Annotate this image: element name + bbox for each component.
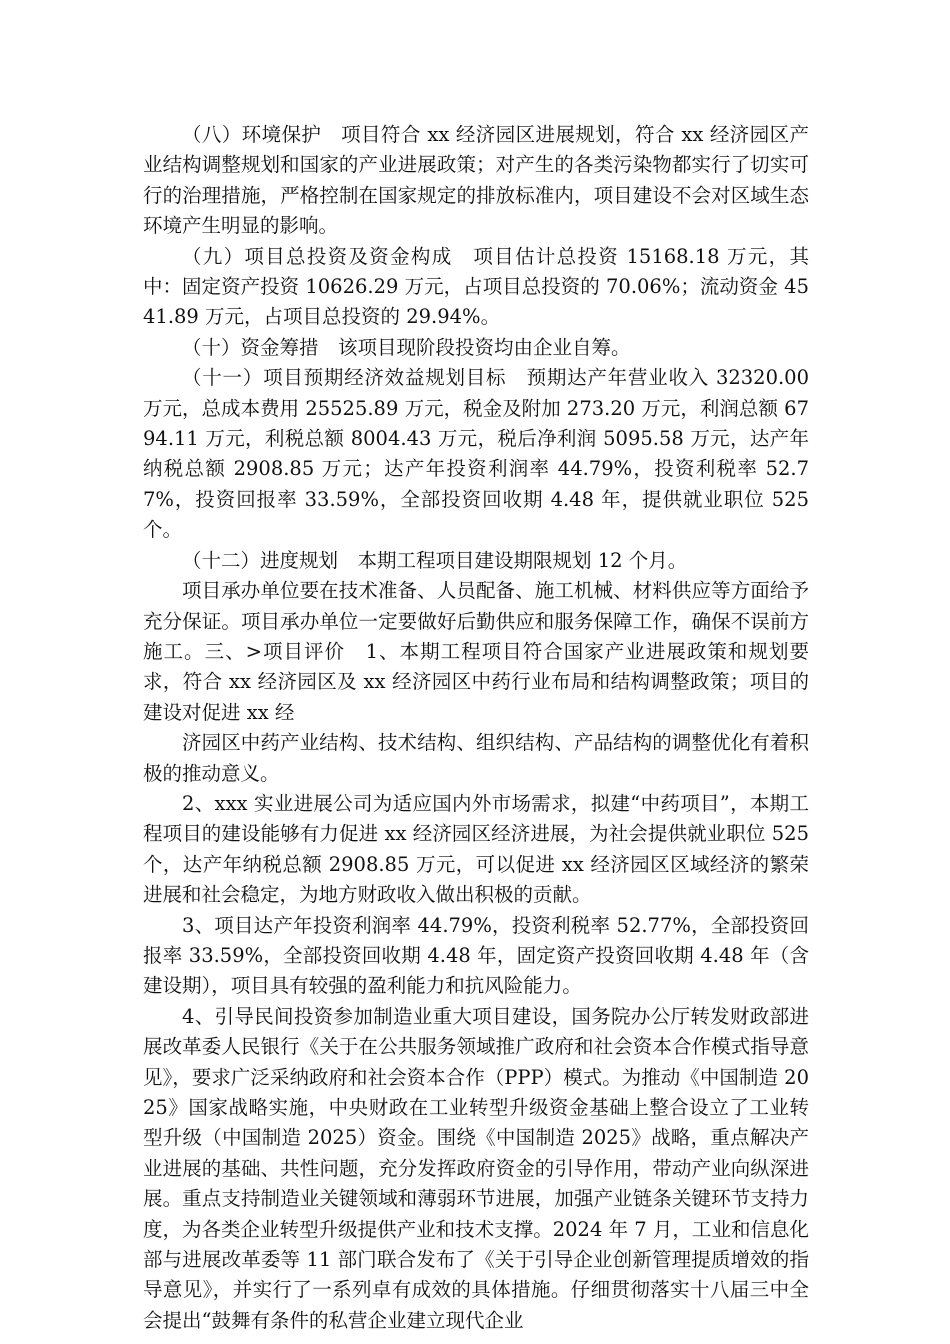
paragraph-evaluation-4: 4、引导民间投资参加制造业重大项目建设，国务院办公厅转发财政部进展改革委人民银行《关于在公共服务领域推广政府和社会资本合作模式指导意见》，要求广泛采纳政府和社会资本合作（PPP）模式。为推动《中国制造 2025》国家战略实施，中央财政在工业转型升级资金基础上整合设立了工业转型升级（中国制造 2025）资金。围绕《中国制造 2025》战略，重点解决产业进展的基础、共性问题，充分发挥政府资金的引导作用，带动产业向纵深进展。重点支持制造业关键领域和薄弱环节进展，加强产业链条关键环节支持力度，为各类企业转型升级提供产业和技术支撑。2024 年 7 月，工业和信息化部与进展改革委等 11 部门联合发布了《关于引导企业创新管理提质增效的指导意见》，并实行了一系列卓有成效的具体措施。仔细贯彻落实十八届三中全会提出“鼓舞有条件的私营企业建立现代企业 xyxy=(143,1004,809,1332)
paragraph-schedule: （十二）进度规划 本期工程项目建设期限规划 12 个月。 xyxy=(182,548,688,572)
paragraph-fund-raising: （十）资金筹措 该项目现阶段投资均由企业自筹。 xyxy=(182,335,631,359)
document-body xyxy=(143,120,809,1336)
paragraph-structure-optimization: 济园区中药产业结构、技术结构、组织结构、产品结构的调整优化有着积极的推动意义。 xyxy=(143,731,809,785)
paragraph-evaluation-3: 3、项目达产年投资利润率 44.79%，投资利税率 52.77%，全部投资回报率 33.59%，全部投资回收期 4.48 年，固定资产投资回收期 4.48 年（含建设期），项目具有较强的盈利能力和抗风险能力。 xyxy=(143,913,809,998)
paragraph-project-assurance: 项目承办单位要在技术准备、人员配备、施工机械、材料供应等方面给予充分保证。项目承办单位一定要做好后勤供应和服务保障工作，确保不误前方施工。三、>项目评价 1、本期工程项目符合国家产业进展政策和规划要求，符合 xx 经济园区及 xx 经济园区中药行业布局和结构调整政策；项目的建设对促进 xx 经 xyxy=(143,579,809,724)
paragraph-evaluation-2: 2、xxx 实业进展公司为适应国内外市场需求，拟建“中药项目”，本期工程项目的建设能够有力促进 xx 经济园区经济进展，为社会提供就业职位 525 个，达产年纳税总额 2908.85 万元，可以促进 xx 经济园区区域经济的繁荣进展和社会稳定，为地方财政收入做出积极的贡献。 xyxy=(143,791,809,907)
paragraph-total-investment: （九）项目总投资及资金构成 项目估计总投资 15168.18 万元，其中：固定资产投资 10626.29 万元，占项目总投资的 70.06%；流动资金 4541.89 万元，占项目总投资的 29.94%。 xyxy=(143,244,809,329)
paragraph-economic-benefits: （十一）项目预期经济效益规划目标 预期达产年营业收入 32320.00 万元，总成本费用 25525.89 万元，税金及附加 273.20 万元，利润总额 6794.11 万元，利税总额 8004.43 万元，税后净利润 5095.58 万元，达产年纳税总额 2908.85 万元；达产年投资利润率 44.79%，投资利税率 52.77%，投资回报率 33.59%，全部投资回收期 4.48 年，提供就业职位 525 个。 xyxy=(143,366,809,542)
paragraph-environment-protection: （八）环境保护 项目符合 xx 经济园区进展规划，符合 xx 经济园区产业结构调整规划和国家的产业进展政策；对产生的各类污染物都实行了切实可行的治理措施，严格控制在国家规定的排放标准内，项目建设不会对区域生态环境产生明显的影响。 xyxy=(143,123,809,238)
